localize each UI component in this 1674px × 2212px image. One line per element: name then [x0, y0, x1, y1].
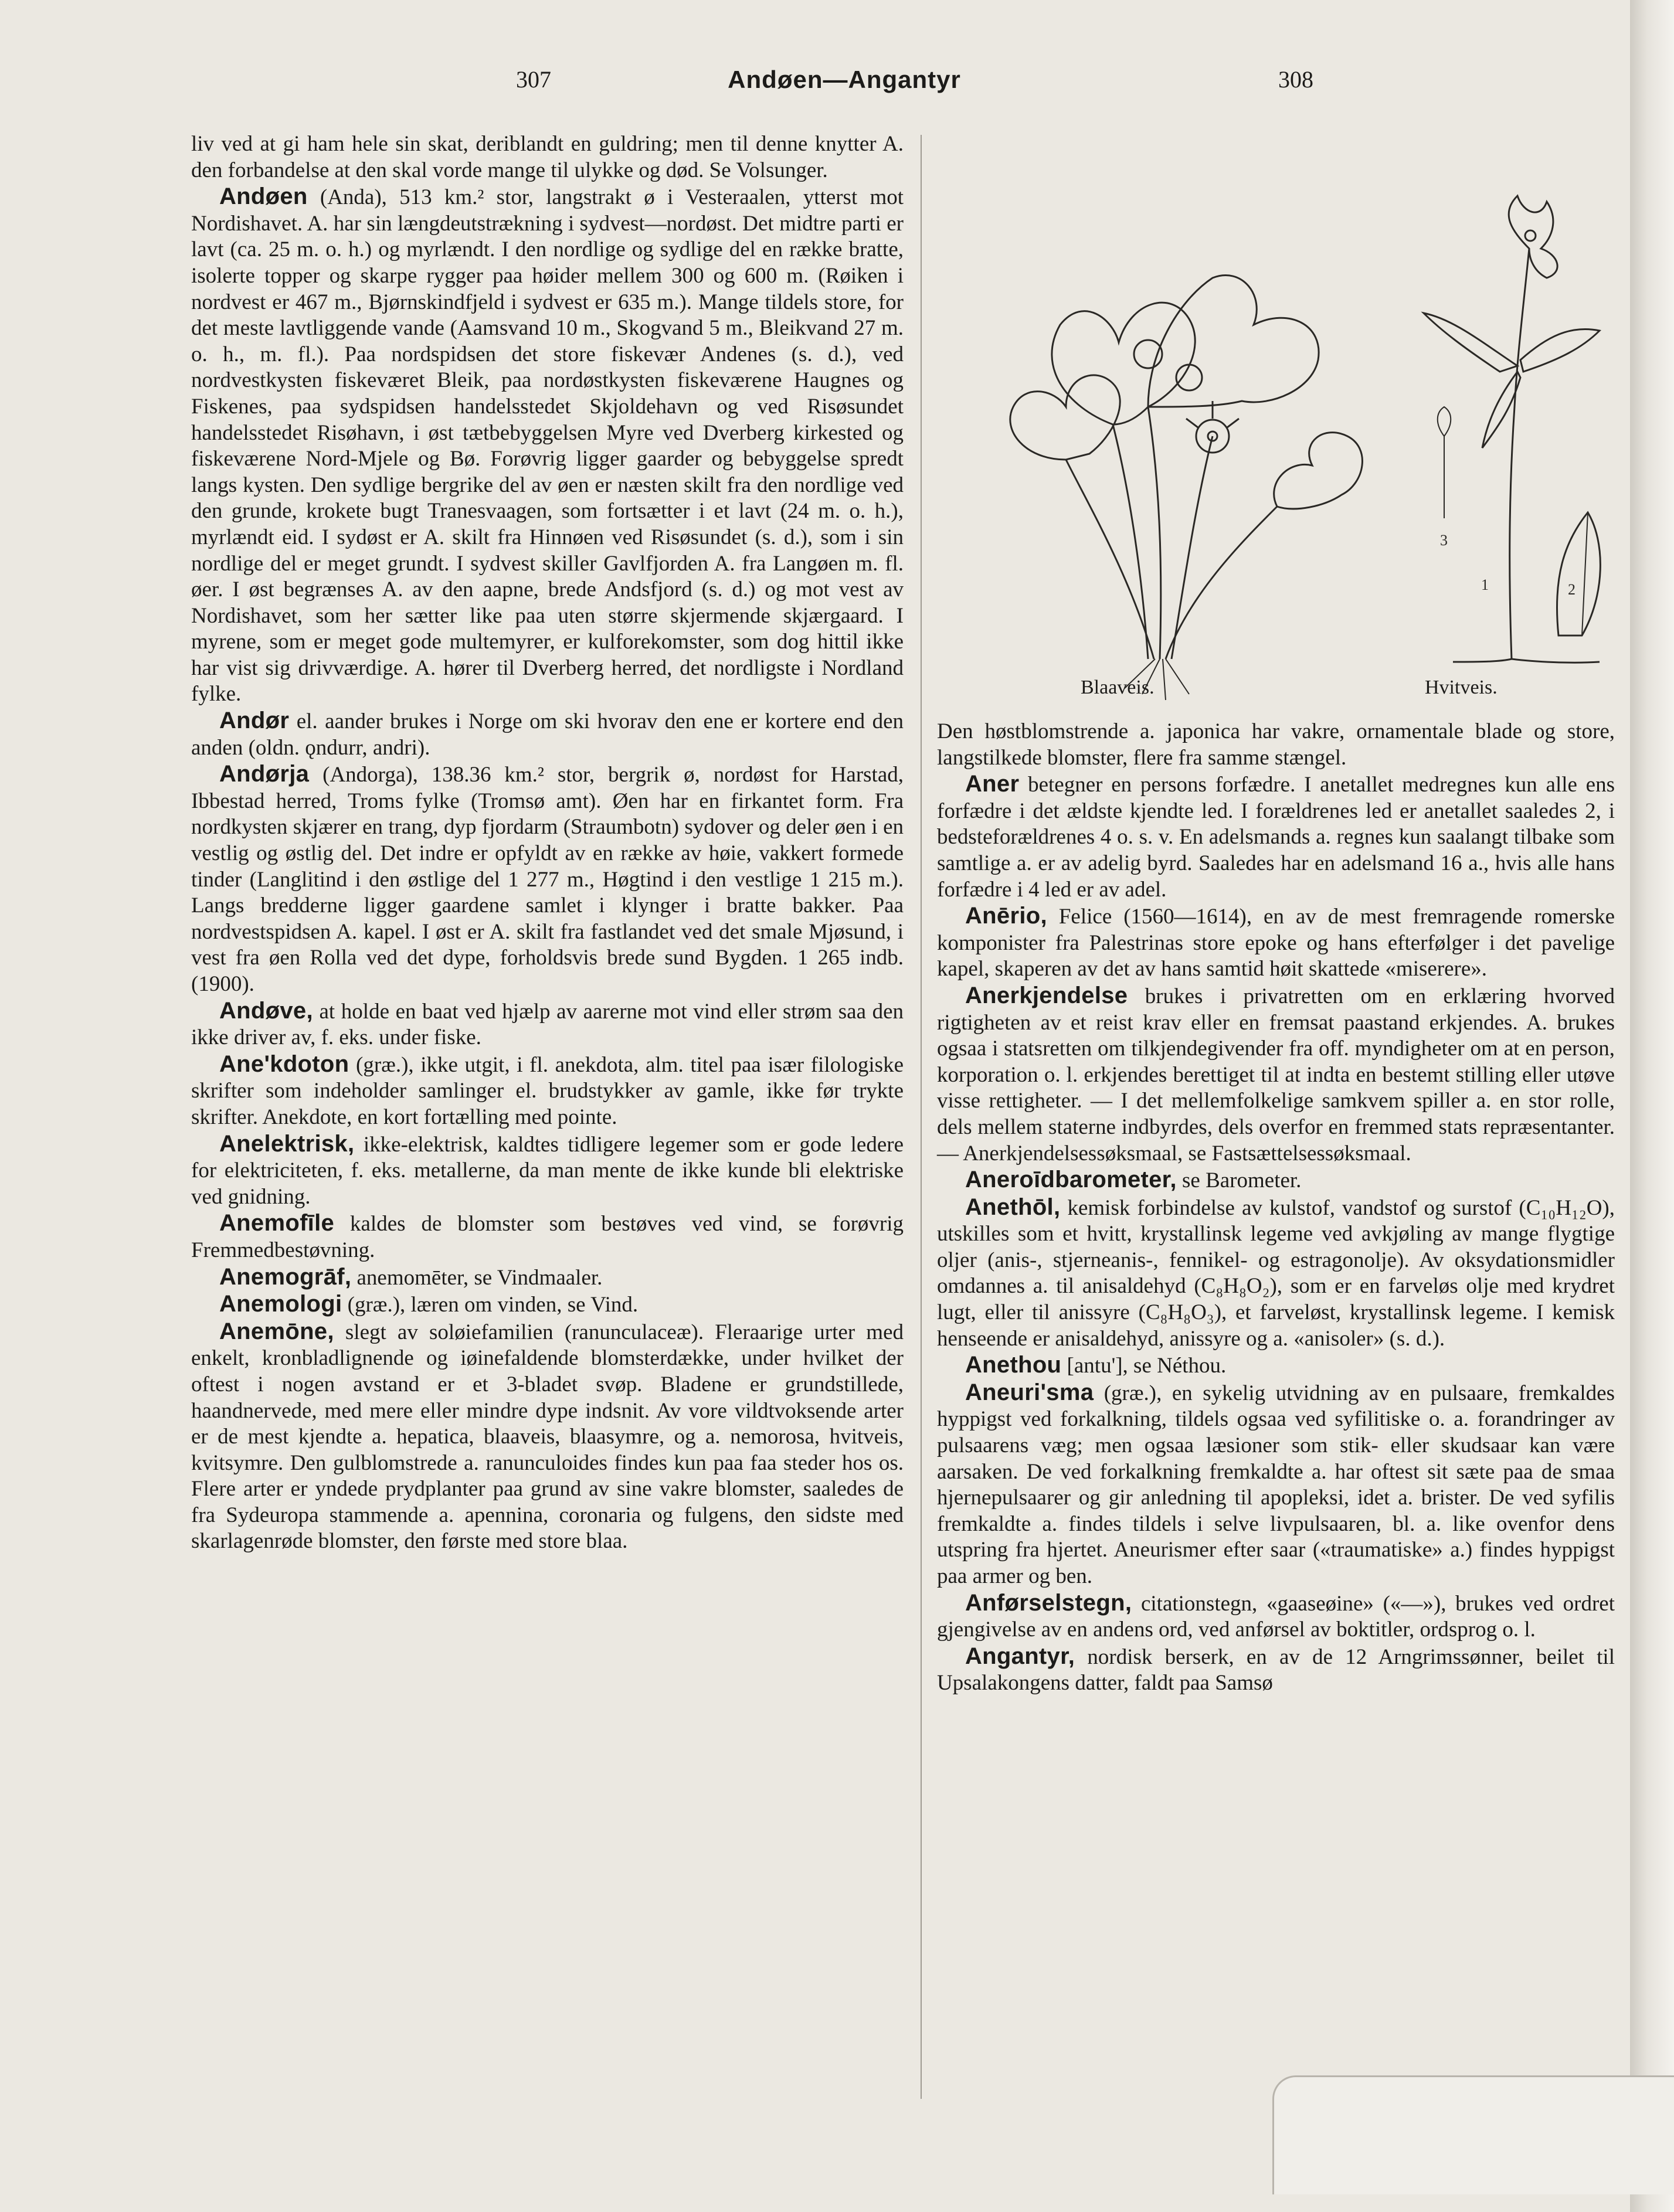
headword: Anelektrisk, — [219, 1130, 355, 1157]
entry-text: se Barometer. — [1182, 1168, 1302, 1193]
left-column — [191, 131, 904, 1555]
entry-continuation: liv ved at gi ham hele sin skat, deriblandt en guldring; men til denne knytter A. den forbandelse at den skal vorde mange til ulykke og død. Se Volsunger. — [191, 132, 904, 182]
headword: Angantyr, — [965, 1643, 1075, 1669]
entry-continuation: Den høstblomstrende a. japonica har vakre, ornamentale blade og store, langstilkede blomster, flere fra samme stængel. — [937, 719, 1615, 770]
entry-anethou — [937, 1352, 1615, 1379]
scan-fold-corner — [1272, 2075, 1674, 2194]
entry-andove — [191, 998, 904, 1051]
right-column — [937, 719, 1615, 1697]
headword: Andør — [219, 708, 290, 734]
headword: Anethōl, — [965, 1194, 1061, 1220]
entry-text: Felice (1560—1614), en av de mest fremragende romerske komponister fra Palestrinas store epoke og hans efterfølger i det pavelige kapel, skaperen av det av hans samtid høit skattede «miserere». — [937, 905, 1615, 981]
headword: Aner — [965, 771, 1020, 797]
entry-text: (græ.), en sykelig utvidning av en pulsaare, fremkaldes hyppigst ved forkalkning, tildels ogsaa ved syfilitiske o. a. forandringer av pulsaarens væg; men ogsaa læsioner som stik- eller skudsaar kan være aarsaken. De ved forkalkning fremkaldte a. har oftest sit sæte paa de smaa hjernepulsaarer og gir anledning til apopleksi, idet a. brister. De ved syfilis fremkaldte a. findes tildels i selve livpulsaaren, bl. a. like ovenfor dens utspring fra hjertet. Aneurismer efter saar («traumatiske» a.) findes hyppigst paa armer og ben. — [937, 1381, 1615, 1588]
entry-anemone — [191, 1319, 904, 1555]
figure-label-3: 3 — [1440, 532, 1448, 549]
entry-text: (græ.), ikke utgit, i fl. anekdota, alm. titel paa især filologiske skrifter som indeholder samlinger el. brudstykker av gamle, ikke før trykte skrifter. Anekdote, en kort fortælling med pointe. — [191, 1052, 904, 1129]
entry-anekdoton — [191, 1051, 904, 1131]
entry-andoen — [191, 184, 904, 708]
headword: Anførselstegn, — [965, 1589, 1132, 1616]
entry-text: [antu'], se Néthou. — [1067, 1354, 1227, 1378]
headword: Ane'kdoton — [219, 1051, 349, 1077]
headword: Aneuri'sma — [965, 1379, 1094, 1405]
entry-text: ikke-elektrisk, kaldtes tidligere legemer som er gode ledere for elektriciteten, f. eks. metallerne, da man mente de ikke kunde bli elektriske ved gnidning. — [191, 1132, 904, 1209]
anemone-illustration — [937, 131, 1615, 712]
entry-anemograf — [191, 1264, 904, 1292]
entry-text: nordisk berserk, en av de 12 Arngrimssønner, beilet til Upsalakongens datter, faldt paa Samsø — [937, 1644, 1615, 1695]
entry-text: kemisk forbindelse av kulstof, vandstof og surstof (C₁₀H₁₂O), utskilles som et hvitt, krystallinsk legeme ved avkjøling av mange flygtige oljer (anis-, stjerneanis-, fennikel- og estragonolje). Av oksydationsmidler omdannes a. til anisaldehyd (C₈H₈O₂), som er en farveløs olje med krydret lugt, eller til anissyre (C₈H₈O₃), et farveløst, krystallinsk legeme. I kemisk henseende er anisaldehyd, anissyre og a. «anisoler» (s. d.). — [937, 1195, 1615, 1351]
headword: Anerkjendelse — [965, 982, 1128, 1008]
entry-text: slegt av soløiefamilien (ranunculaceæ). Fleraarige urter med enkelt, kronbladlignende og iøinefaldende blomsterdække, under hvilket der oftest i nogen avstand er et 3-bladet svøp. Bladene er grundstillede, haandnervede, med mere eller mindre dype indsnit. Av vore vildtvoksende arter er de mest kjendte a. hepatica, blaaveis, blaasymre, og a. nemorosa, hvitveis, kvitsymre. Den gulblomstrede a. ranunculoides findes kun paa faa steder hos os. Flere arter er yndede prydplanter paa grund av sine vakre blomster, saaledes de fra Sydeuropa stammende a. apennina, coronaria og fulgens, den sidste med skarlagenrøde blomster, den første med store blaa. — [191, 1320, 904, 1554]
entry-anemofile — [191, 1210, 904, 1263]
running-title: Andøen—Angantyr — [728, 66, 961, 93]
entry-text: betegner en persons forfædre. I anetallet medregnes kun alle ens forfædre i det ældste kjendte led. I forældrenes led er anetallet saaledes 2, i bedsteforældrenes 4 o. s. v. En adelsmands a. regnes kun saalangt tilbake som samtlige a. er av adelig byrd. Saaledes har en adelsmand 16 a., hvis alle hans forfædre i 4 led er av adel. — [937, 773, 1615, 902]
entry-text: anemomēter, se Vindmaaler. — [356, 1265, 603, 1290]
book-page-edge — [1630, 0, 1674, 2212]
page-number-left: 307 — [516, 66, 551, 93]
column-divider — [921, 135, 922, 2099]
headword: Anemōne, — [219, 1318, 334, 1344]
headword: Anethou — [965, 1352, 1062, 1378]
entry-text: kaldes de blomster som bestøves ved vind, se forøvrig Fremmedbestøvning. — [191, 1212, 904, 1262]
entry-anethol — [937, 1194, 1615, 1353]
figure-label-2: 2 — [1568, 581, 1575, 598]
headword: Andøen — [219, 184, 308, 210]
headword: Aneroīdbarometer, — [965, 1167, 1177, 1193]
entry-text: (Andorga), 138.36 km.² stor, bergrik ø, nordøst for Harstad, Ibbestad herred, Troms fylke (Tromsø amt). Øen har en firkantet form. Fra nordkysten skjærer en trang, dyp fjordarm (Straumbotn) sydover og deler øen i en vestlig og østlig del. Det indre er opfyldt av en række av høie, vakkert formede tinder (Langlitind i den østlige del 1 277 m., Høgtind i den vestlige 1 215 m.). Langs bredderne ligger gaardene samlet i klynger i bratte bakker. Paa nordvestspidsen A. kapel. I øst er A. skilt fra fastlandet ved det smale Mjøsund, i vest fra øen Rolla ved det dype, forholdsvis brede sund Bygden. 1 265 indb. (1900). — [191, 763, 904, 996]
entry-aner — [937, 771, 1615, 903]
headword: Anemogrāf, — [219, 1263, 352, 1290]
headword: Anemologi — [219, 1291, 342, 1317]
entry-anerkjendelse — [937, 983, 1615, 1167]
entry-anelektrisk — [191, 1131, 904, 1211]
headword: Andørja — [219, 761, 310, 787]
entry-andor — [191, 708, 904, 761]
entry-text: citationstegn, «gaaseøine» («—»), brukes ved ordret gjengivelse av en andens ord, ved anførsel av boktitler, ordsprog o. l. — [937, 1591, 1615, 1642]
running-header — [176, 66, 1513, 101]
entry-text: brukes i privatretten om en erklæring hvorved rigtigheten av et reist krav eller en fremsat paastand erkjendes. A. brukes ogsaa i statsretten om tilkjendegivender fra off. myndigheter om at en person, korporation o. l. erkjendes berettiget til at indta en bestemt stilling eller utøve visse rettigheter. — I det mellemfolkelige samkvem spiller a. en stor rolle, dels mellem staterne indbyrdes, dels overfor en fremmed stats repræsentanter. — Anerkjendelsessøksmaal, se Fastsættelsessøksmaal. — [937, 984, 1615, 1166]
entry-aneurisma — [937, 1379, 1615, 1590]
caption-blaaveis: Blaaveis. — [1081, 677, 1155, 698]
caption-hvitveis: Hvitveis. — [1425, 677, 1498, 698]
entry-anemologi — [191, 1291, 904, 1319]
entry-text: (græ.), læren om vinden, se Vind. — [347, 1293, 639, 1317]
headword: Anemofīle — [219, 1210, 335, 1236]
headword: Anērio, — [965, 903, 1047, 929]
entry-aneroidbarometer — [937, 1167, 1615, 1194]
entry-anforselstegn — [937, 1590, 1615, 1643]
figure-label-1: 1 — [1481, 576, 1489, 593]
entry-andorja — [191, 761, 904, 997]
entry-text: el. aander brukes i Norge om ski hvorav den ene er kortere end den anden (oldn. ǫndurr, andri). — [191, 709, 904, 760]
entry-anerio — [937, 903, 1615, 983]
entry-text: at holde en baat ved hjælp av aarerne mot vind eller strøm saa den ikke driver av, f. eks. under fiske. — [191, 999, 904, 1050]
headword: Andøve, — [219, 997, 313, 1024]
plant-drawing-icon — [937, 131, 1615, 712]
entry-text: (Anda), 513 km.² stor, langstrakt ø i Vesteraalen, ytterst mot Nordishavet. A. har sin længdeutstrækning i sydvest—nordøst. Det midtre parti er lavt (ca. 25 m. o. h.) og myrlændt. I den nordlige og sydlige del en række bratte, isolerte topper og skarpe rygger paa høider mellem 300 og 600 m. (Røiken i nordvest er 467 m., Bjørnskindfjeld i sydvest er 635 m.). Mange tildels store, for det meste lavtliggende vande (Aamsvand 10 m., Skogvand 5 m., Bleikvand 27 m. o. h., m. fl.). Paa nordspidsen det store fiskevær Andenes (s. d.), ved nordvestkysten fiskeværet Bleik, paa nordøstkysten fiskeværene Haugnes og Fiskenes, paa sydspidsen handelsstedet Skjoldehavn og ved Risøsundet handelsstedet Risøhavn, i øst tætbebyggelsen Myre ved Dverberg kirkested og fiskeværene Nord-Mjele og Bø. Forøvrig ligger gaarder og bebyggelse spredt langs kysten. Den sydlige bergrike del av øen er næsten skilt fra den nordlige ved den grunde, krokete bugt Tranesvaagen, som fortsætter i et lavt (24 m. o. h.), myrlændt eid. I sydøst er A. skilt fra Hinnøen ved Risøsundet (s. d.), som i sin nordlige del er meget grundt. I sydvest skiller Gavlfjorden A. fra Langøen m. fl. øer. I øst begrænses A. av den aapne, brede Andsfjord (s. d.) og mot vest av Nordishavet, som her sætter like paa uten større skjermende skjærgaard. I myrene, som er meget gode multemyrer, er kulforekomster, som dog hittil ikke har vist sig drivværdige. A. hører til Dverberg herred, det nordligste i Nordland fylke. — [191, 185, 904, 706]
entry-angantyr — [937, 1643, 1615, 1697]
page-number-right: 308 — [1278, 66, 1313, 93]
